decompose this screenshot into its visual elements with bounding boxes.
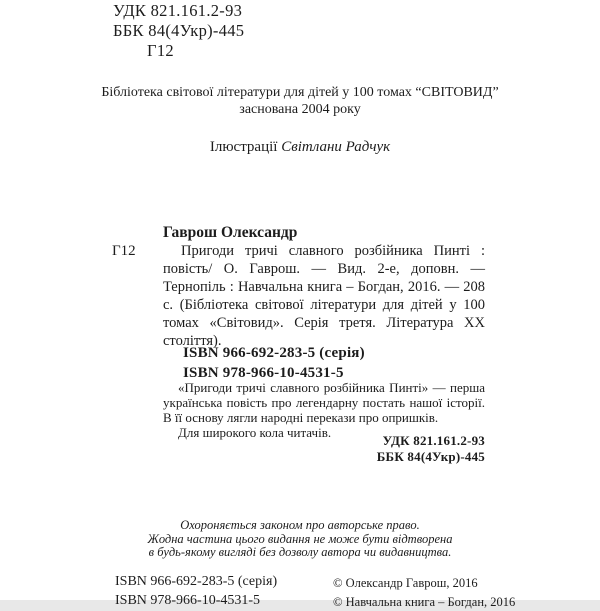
footer-isbn-column [115,572,277,610]
series-founded: заснована 2004 року [0,101,600,118]
notice-line-2: Жодна частина цього видання не може бути відтворена [0,533,600,547]
udc-code-right: УДК 821.161.2-93 [163,433,485,449]
bbk-code-right: ББК 84(4Укр)-445 [163,449,485,465]
isbn-series: ISBN 966-692-283-5 (серія) [183,344,365,364]
notice-line-3: в будь-якому вигляді без дозволу автора чи видавництва. [0,546,600,560]
copyright-protection-notice [0,519,600,560]
catalog-author: Гаврош Олександр [163,224,297,242]
footer-isbn-book: ISBN 978-966-10-4531-5 [115,591,277,610]
isbn-block [183,344,365,383]
author-sign-code: Г12 [113,41,244,61]
annotation-text: «Пригоди тричі славного розбійника Пинті» — перша українська повість про легендарну постать нашої історії. В її основу лягли народні перекази про опришків. [163,380,485,425]
footer-isbn-series: ISBN 966-692-283-5 (серія) [115,572,277,591]
annotation-audience: Для широкого кола читачів. [163,425,485,440]
top-classification-codes [113,1,244,61]
bbk-code: ББК 84(4Укр)-445 [113,21,244,41]
series-statement [0,84,600,118]
footer-copyright-column [333,574,515,611]
catalog-description: Пригоди тричі славного розбійника Пинті : повість/ О. Гаврош. — Вид. 2-е, доповн. — Тернопіль : Навчальна книга – Богдан, 2016. — 208 с. (Бібліотека світової літератури для дітей у 100 томах «Світовид». Серія третя. Література ХХ століття). [163,242,485,350]
isbn-book: ISBN 978-966-10-4531-5 [183,364,365,384]
right-classification-codes [163,433,485,464]
udc-code: УДК 821.161.2-93 [113,1,244,21]
illustrator-name: Світлани Радчук [281,139,390,155]
annotation-block [163,380,485,440]
footer-copyright-publisher: © Навчальна книга – Богдан, 2016 [333,593,515,611]
illustrations-label: Ілюстрації [210,139,281,155]
illustrations-credit [0,139,600,156]
footer-copyright-author: © Олександр Гаврош, 2016 [333,574,515,593]
notice-line-1: Охороняється законом про авторське право. [0,519,600,533]
series-title: Бібліотека світової літератури для дітей у 100 томах “СВІТОВИД” [0,84,600,101]
catalog-card-code: Г12 [112,243,136,260]
